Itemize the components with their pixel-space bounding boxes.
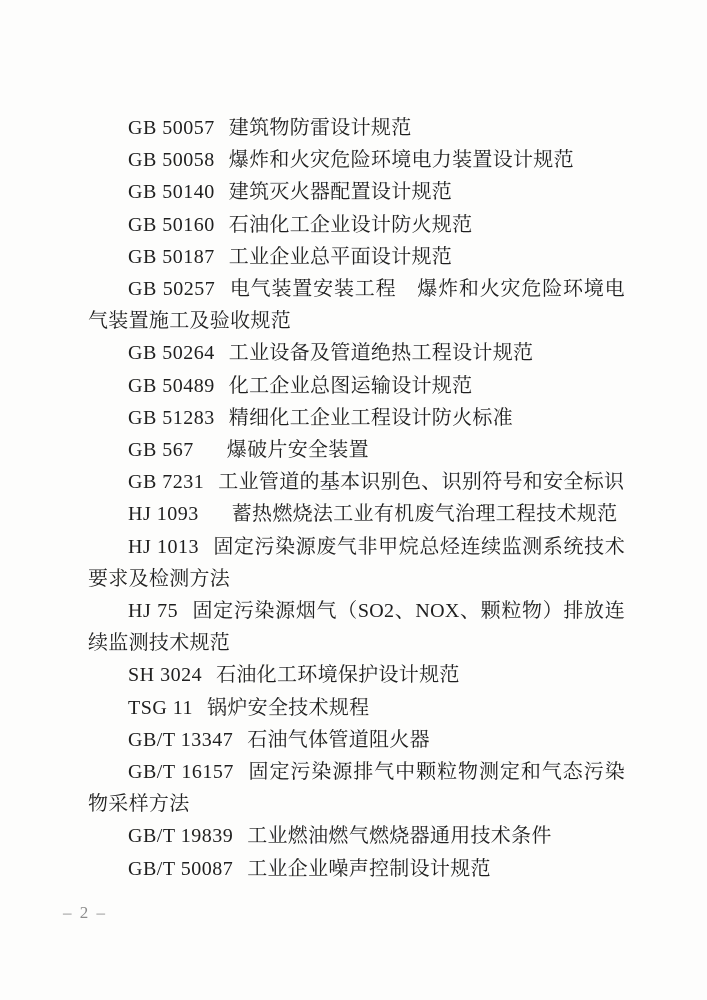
standard-item [88, 595, 625, 659]
standard-item [88, 724, 625, 756]
standard-item [88, 273, 625, 337]
standard-title: 固定污染源烟气（SO2、NOX、颗粒物）排放连续监测技术规范 [88, 600, 626, 655]
standard-title: 精细化工企业工程设计防火标准 [228, 406, 513, 429]
standard-item [88, 531, 625, 595]
standard-title: 化工企业总图运输设计规范 [228, 374, 473, 397]
standard-code: GB 50257 [128, 278, 216, 301]
standard-code: GB/T 13347 [128, 728, 234, 751]
standard-item [88, 144, 625, 176]
standard-item [88, 176, 625, 208]
standard-code: SH 3024 [128, 664, 203, 687]
standard-item [88, 337, 625, 369]
standard-item [88, 692, 625, 724]
standard-code: GB 51283 [128, 406, 215, 429]
standard-title: 工业管道的基本识别色、识别符号和安全标识 [218, 471, 625, 494]
standard-title: 爆炸和火灾危险环境电力装置设计规范 [228, 149, 574, 172]
standard-item [88, 853, 625, 885]
standard-item [88, 370, 625, 402]
standard-item [88, 466, 625, 498]
standard-code: GB 50187 [128, 245, 215, 268]
standard-title: 蓄热燃烧法工业有机废气治理工程技术规范 [231, 503, 618, 526]
standard-code: GB/T 50087 [128, 857, 234, 880]
standard-code: GB 50057 [128, 117, 215, 139]
standard-item [88, 112, 625, 144]
standard-title: 工业企业总平面设计规范 [228, 245, 453, 268]
standard-item [88, 402, 625, 434]
standard-item [88, 241, 625, 273]
standard-code: GB 50160 [128, 213, 215, 236]
standard-code: GB 50058 [128, 149, 215, 172]
standard-code: GB 50489 [128, 374, 215, 397]
standard-title: 固定污染源排气中颗粒物测定和气态污染物采样方法 [88, 761, 625, 816]
standard-item [88, 498, 625, 530]
standard-code: GB/T 16157 [128, 761, 234, 784]
standard-item [88, 209, 625, 241]
standard-title: 固定污染源废气非甲烷总烃连续监测系统技术要求及检测方法 [88, 535, 625, 590]
standard-title: 爆破片安全装置 [226, 439, 369, 462]
standard-title: 工业设备及管道绝热工程设计规范 [228, 342, 534, 365]
standard-title: 电气装置安装工程 爆炸和火灾危险环境电气装置施工及验收规范 [88, 278, 625, 333]
standard-title: 石油化工企业设计防火规范 [228, 213, 473, 236]
standard-code: GB 7231 [128, 471, 205, 494]
standard-item [88, 756, 625, 820]
standard-code: HJ 75 [128, 600, 179, 623]
page-number: – 2 – [63, 903, 107, 922]
standard-title: 工业燃油燃气燃烧器通用技术条件 [247, 825, 552, 848]
standard-code: HJ 1013 [128, 535, 200, 558]
standard-title: 石油气体管道阻火器 [247, 728, 430, 751]
standard-code: GB 567 [128, 439, 194, 462]
standard-title: 石油化工环境保护设计规范 [216, 664, 460, 687]
standard-title: 工业企业噪声控制设计规范 [247, 857, 491, 880]
standard-code: GB 50140 [128, 181, 215, 204]
standard-title: 建筑灭火器配置设计规范 [228, 181, 453, 204]
standard-code: TSG 11 [128, 696, 194, 719]
standard-code: GB/T 19839 [128, 825, 234, 848]
standards-list [88, 112, 625, 885]
standard-code: GB 50264 [128, 342, 215, 365]
standard-item [88, 820, 625, 852]
standard-item [88, 659, 625, 691]
standard-code: HJ 1093 [128, 503, 199, 526]
standard-title: 建筑物防雷设计规范 [228, 117, 412, 139]
standard-item [88, 434, 625, 466]
standard-title: 锅炉安全技术规程 [207, 696, 370, 719]
